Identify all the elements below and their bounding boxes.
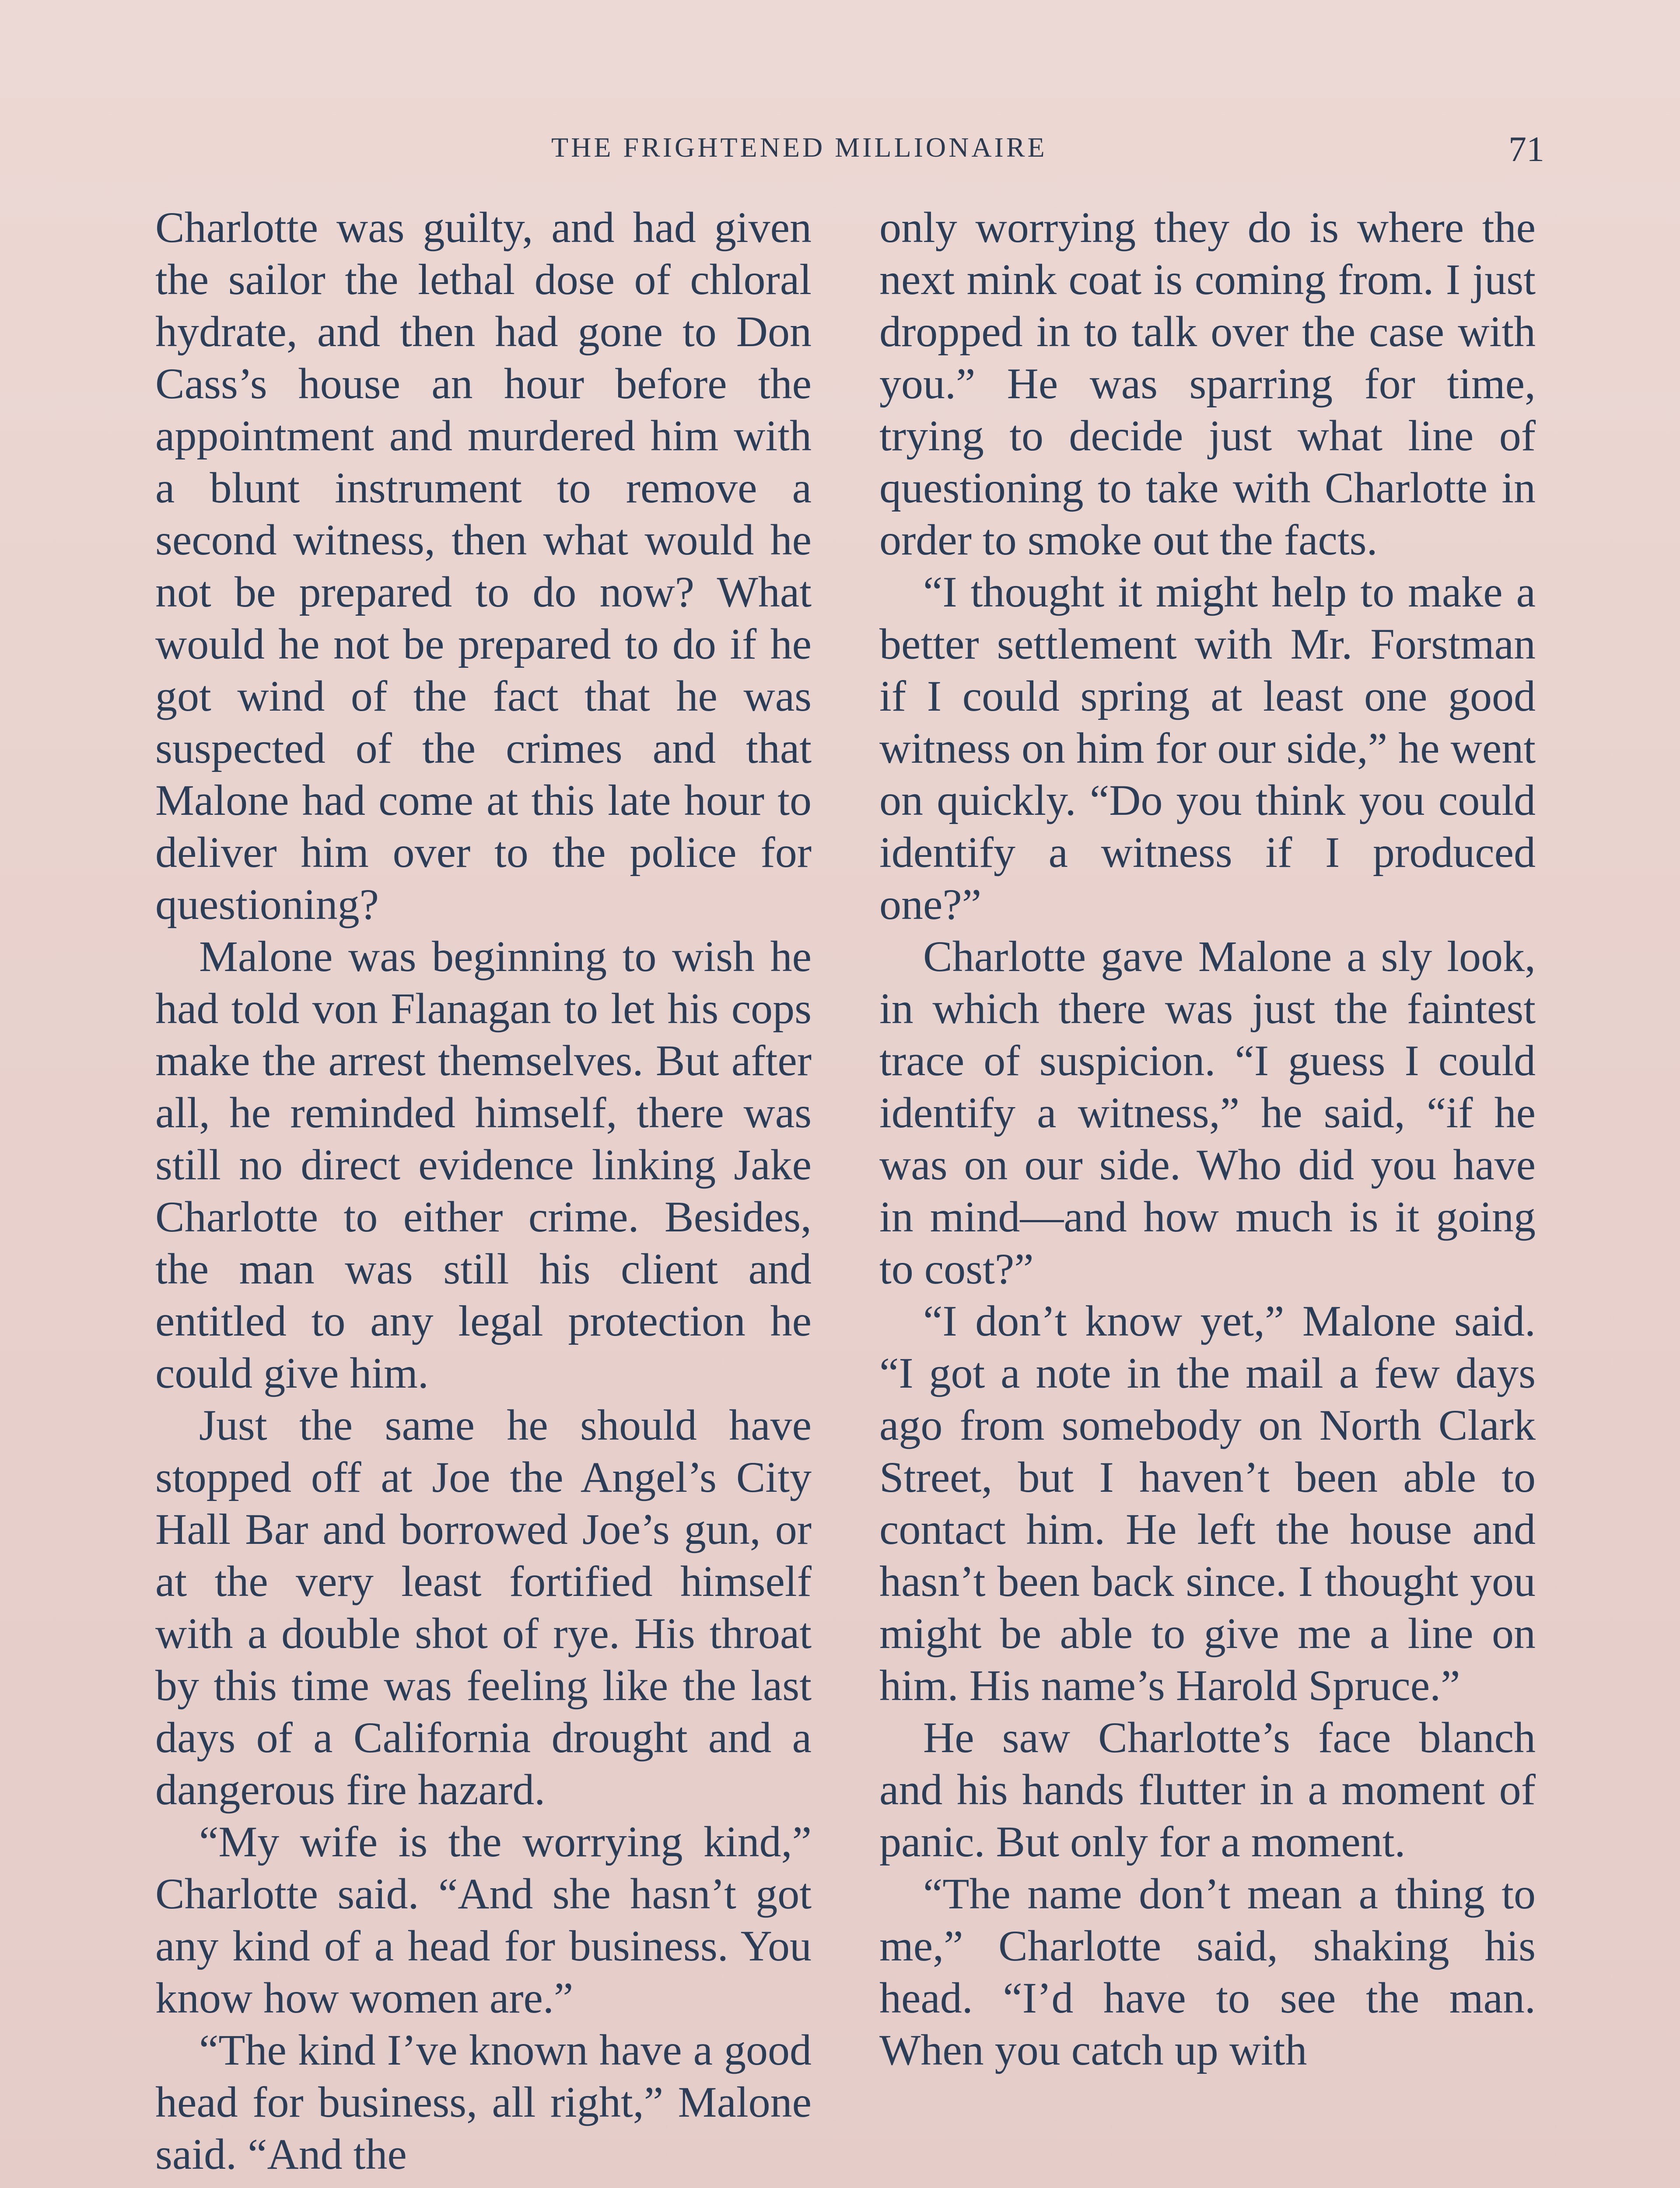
paragraph: Just the same he should have stopped off at Joe the Angel’s City Hall Bar and borrowed Joe’s gun, or at the very least fortified himself with a double shot of rye. His throat by this time was feeling like the last days of a California drought and a dangerous fire hazard. <box>155 1401 812 1814</box>
paragraph: “I don’t know yet,” Malone said. “I got a note in the mail a few days ago from somebody on North Clark Street, but I haven’t been able to contact him. He left the house and hasn’t been back since. I thought you might be able to give me a line on him. His name’s Harold Spruce.” <box>879 1297 1536 1710</box>
running-title: THE FRIGHTENED MILLIONAIRE <box>551 132 1047 163</box>
paragraph: He saw Charlotte’s face blanch and his hands flutter in a moment of panic. But only for a moment. <box>879 1713 1536 1866</box>
paragraph: Malone was beginning to wish he had told von Flanagan to let his cops make the arrest themselves. But after all, he reminded himself, there was still no direct evidence linking Jake Charlotte to either crime. Besides, the man was still his client and entitled to any legal protection he could give him. <box>155 932 812 1397</box>
paragraph: Charlotte was guilty, and had given the sailor the lethal dose of chloral hydrate, and then had gone to Don Cass’s house an hour before the appointment and murdered him with a blunt instrument to remove a second witness, then what would he not be prepared to do now? What would he not be prepared to do if he got wind of the fact that he was suspected of the crimes and that Malone had come at this late hour to deliver him over to the police for questioning? <box>155 203 812 929</box>
page-number: 71 <box>1508 129 1544 169</box>
paragraph: “The kind I’ve known have a good head for business, all right,” Malone said. “And the <box>155 2026 812 2178</box>
page-header <box>158 131 1544 184</box>
left-column <box>155 201 812 2180</box>
paragraph: only worrying they do is where the next mink coat is coming from. I just dropped in to talk over the case with you.” He was sparring for time, trying to decide just what line of questioning to take with Charlotte in order to smoke out the facts. <box>879 203 1536 564</box>
paragraph: “I thought it might help to make a better settlement with Mr. Forstman if I could spring at least one good witness on him for our side,” he went on quickly. “Do you think you could identify a witness if I produced one?” <box>879 568 1536 929</box>
paragraph: Charlotte gave Malone a sly look, in which there was just the faintest trace of suspicion. “I guess I could identify a witness,” he said, “if he was on our side. Who did you have in mind—and how much is it going to cost?” <box>879 932 1536 1293</box>
paragraph: “The name don’t mean a thing to me,” Charlotte said, shaking his head. “I’d have to see the man. When you catch up with <box>879 1869 1536 2074</box>
right-column <box>879 201 1536 2076</box>
paragraph: “My wife is the worrying kind,” Charlotte said. “And she hasn’t got any kind of a head for business. You know how women are.” <box>155 1817 812 2022</box>
